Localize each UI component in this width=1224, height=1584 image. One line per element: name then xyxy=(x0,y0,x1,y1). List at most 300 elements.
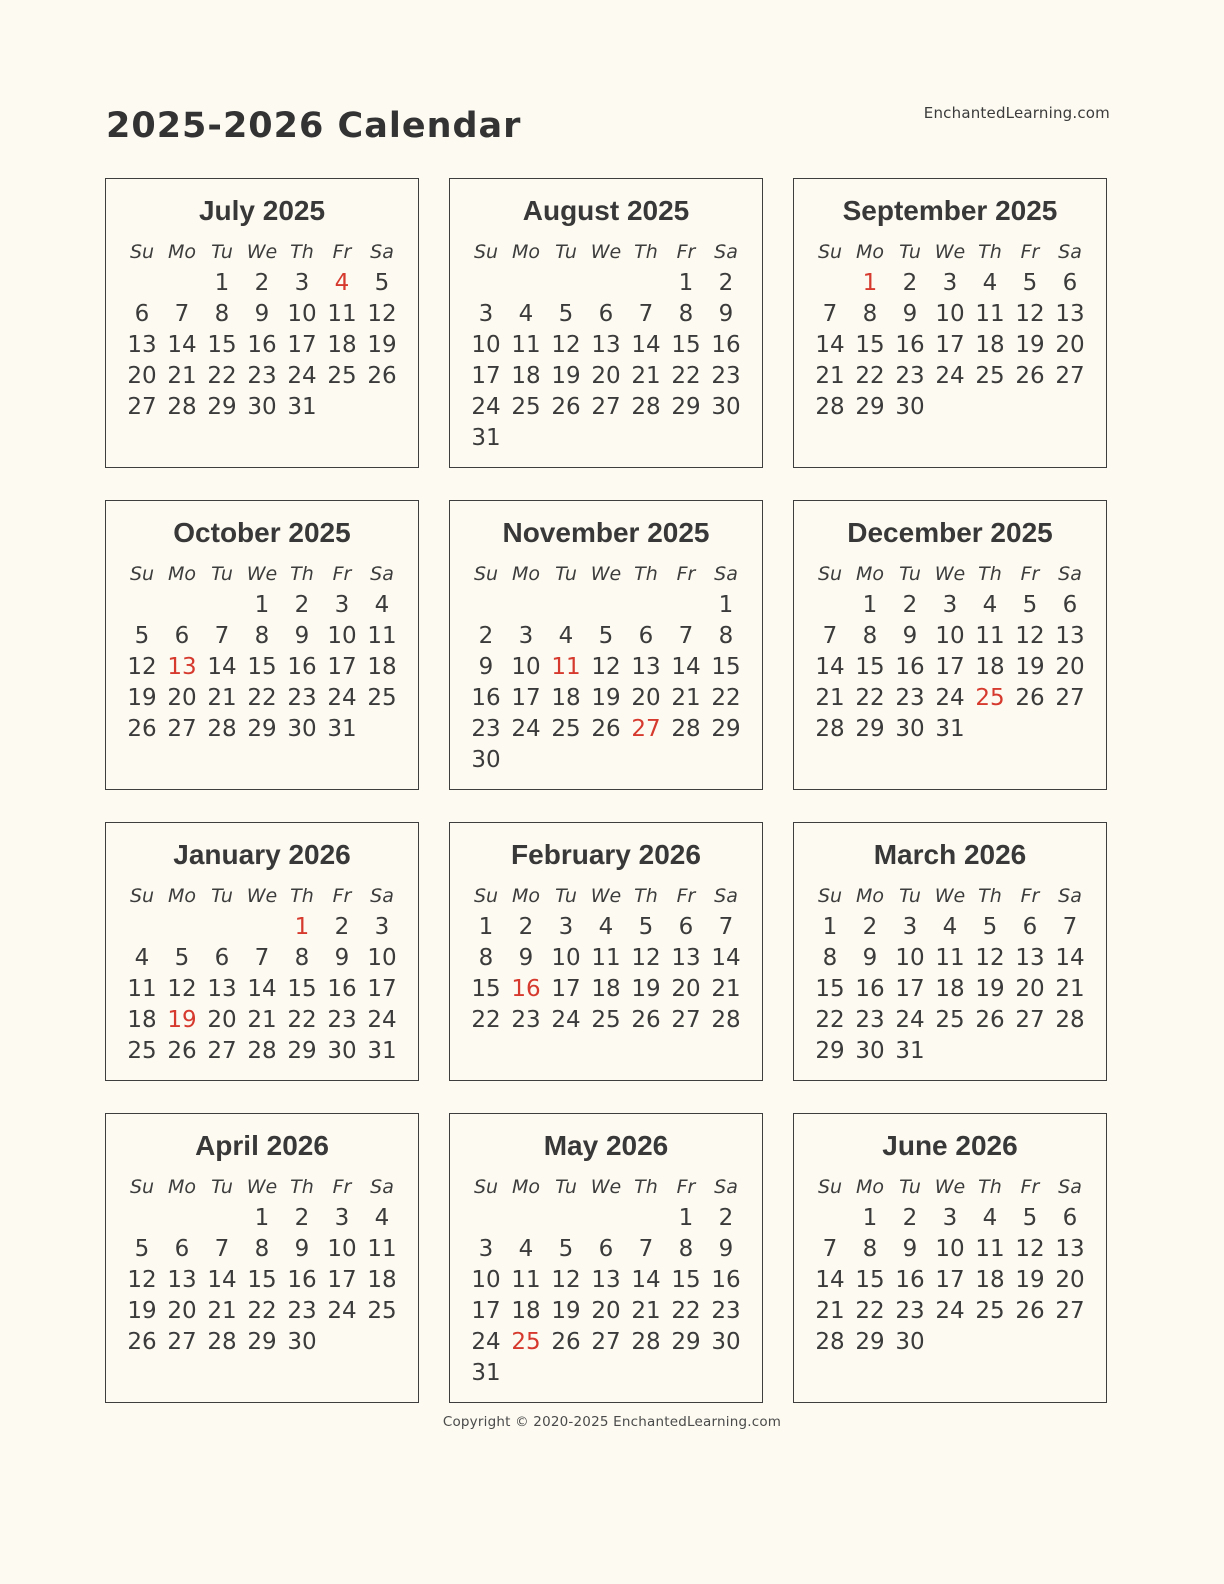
day-cell: 19 xyxy=(367,331,397,358)
month-grid xyxy=(122,1172,402,1357)
week-row xyxy=(122,682,402,713)
day-cell: 31 xyxy=(935,715,965,742)
page-title: 2025-2026 Calendar xyxy=(106,106,522,146)
week-row xyxy=(122,329,402,360)
day-cell: 13 xyxy=(1055,1235,1085,1262)
day-cell: 14 xyxy=(1055,944,1085,971)
month-grid xyxy=(466,559,746,775)
weekday-label: Fr xyxy=(676,563,696,585)
day-cell: 31 xyxy=(895,1037,925,1064)
day-cell: 1 xyxy=(254,591,270,618)
day-cell: 23 xyxy=(471,715,501,742)
month-title: August 2025 xyxy=(522,195,690,226)
weekday-label: Su xyxy=(473,563,499,585)
day-cell: 14 xyxy=(207,1266,237,1293)
empty-cell xyxy=(506,1357,546,1388)
day-cell: 26 xyxy=(975,1006,1005,1033)
day-cell: 19 xyxy=(127,1297,157,1324)
empty-cell xyxy=(122,1202,162,1233)
empty-cell xyxy=(546,589,586,620)
empty-cell xyxy=(586,267,626,298)
day-cell: 20 xyxy=(127,362,157,389)
week-row xyxy=(122,713,402,744)
day-cell: 12 xyxy=(1015,1235,1045,1262)
week-row xyxy=(466,589,746,620)
day-cell: 22 xyxy=(671,362,701,389)
weekday-label: Sa xyxy=(370,563,394,585)
empty-cell xyxy=(810,267,850,298)
weekday-label: Sa xyxy=(1058,885,1082,907)
weekday-label: Th xyxy=(978,563,1002,585)
day-cell: 30 xyxy=(895,393,925,420)
day-cell: 15 xyxy=(855,331,885,358)
day-cell: 31 xyxy=(287,393,317,420)
day-cell: 18 xyxy=(975,653,1005,680)
day-cell: 27 xyxy=(1055,1297,1085,1324)
day-cell: 30 xyxy=(711,393,741,420)
day-cell: 5 xyxy=(558,300,574,327)
empty-cell xyxy=(666,744,706,775)
weekday-label: Mo xyxy=(167,1176,197,1198)
day-cell: 27 xyxy=(671,1006,701,1033)
day-cell: 5 xyxy=(374,269,390,296)
day-cell: 3 xyxy=(478,1235,494,1262)
day-cell: 27 xyxy=(167,715,197,742)
weekday-header-row xyxy=(466,881,746,911)
weekday-label: Fr xyxy=(676,1176,696,1198)
day-cell: 25 xyxy=(975,1297,1005,1324)
week-row xyxy=(466,713,746,744)
day-cell: 11 xyxy=(127,975,157,1002)
day-cell: 17 xyxy=(551,975,581,1002)
day-cell: 29 xyxy=(671,1328,701,1355)
day-cell: 8 xyxy=(478,944,494,971)
day-cell: 10 xyxy=(471,331,501,358)
day-cell: 14 xyxy=(711,944,741,971)
day-cell: 10 xyxy=(471,1266,501,1293)
day-cell: 28 xyxy=(815,1328,845,1355)
day-cell: 12 xyxy=(631,944,661,971)
day-cell: 17 xyxy=(471,362,501,389)
week-row xyxy=(122,620,402,651)
day-cell: 13 xyxy=(591,1266,621,1293)
day-cell: 7 xyxy=(822,1235,838,1262)
month-title: February 2026 xyxy=(511,839,701,870)
day-cell: 23 xyxy=(895,362,925,389)
day-cell: 24 xyxy=(327,684,357,711)
weekday-label: We xyxy=(246,885,278,907)
day-cell: 31 xyxy=(471,1359,501,1386)
weekday-label: Th xyxy=(978,241,1002,263)
day-cell: 2 xyxy=(902,269,918,296)
weekday-label: Sa xyxy=(714,1176,738,1198)
empty-cell xyxy=(706,744,746,775)
weekday-header-row xyxy=(466,237,746,267)
month-calendar xyxy=(449,178,763,468)
weekday-label: Mo xyxy=(167,563,197,585)
weekday-label: Sa xyxy=(1058,241,1082,263)
day-cell: 7 xyxy=(718,913,734,940)
day-cell: 4 xyxy=(518,300,534,327)
day-cell: 16 xyxy=(895,653,925,680)
day-cell: 12 xyxy=(551,331,581,358)
day-cell: 25 xyxy=(975,362,1005,389)
week-row xyxy=(122,651,402,682)
day-cell: 11 xyxy=(327,300,357,327)
day-cell: 15 xyxy=(711,653,741,680)
week-row xyxy=(122,942,402,973)
week-row xyxy=(122,267,402,298)
day-cell: 10 xyxy=(367,944,397,971)
day-cell: 6 xyxy=(214,944,230,971)
week-row xyxy=(810,1202,1090,1233)
week-row xyxy=(810,682,1090,713)
week-row xyxy=(122,391,402,422)
day-cell: 21 xyxy=(631,1297,661,1324)
week-row xyxy=(122,1233,402,1264)
day-cell: 20 xyxy=(1055,331,1085,358)
week-row xyxy=(466,1233,746,1264)
empty-cell xyxy=(706,1357,746,1388)
empty-cell xyxy=(626,1202,666,1233)
month-calendar xyxy=(793,500,1107,790)
day-cell: 23 xyxy=(855,1006,885,1033)
day-cell: 17 xyxy=(327,1266,357,1293)
day-cell: 18 xyxy=(511,362,541,389)
empty-cell xyxy=(466,589,506,620)
day-cell: 23 xyxy=(287,1297,317,1324)
day-cell: 5 xyxy=(638,913,654,940)
day-cell: 15 xyxy=(855,653,885,680)
day-cell: 23 xyxy=(327,1006,357,1033)
day-cell: 12 xyxy=(127,653,157,680)
day-cell: 16 xyxy=(511,975,541,1002)
weekday-label: Su xyxy=(817,1176,843,1198)
day-cell: 21 xyxy=(1055,975,1085,1002)
day-cell: 3 xyxy=(902,913,918,940)
weekday-label: Mo xyxy=(855,1176,885,1198)
week-row xyxy=(810,651,1090,682)
day-cell: 18 xyxy=(975,1266,1005,1293)
day-cell: 20 xyxy=(1015,975,1045,1002)
day-cell: 26 xyxy=(127,715,157,742)
week-row xyxy=(466,682,746,713)
day-cell: 16 xyxy=(895,331,925,358)
weekday-label: We xyxy=(934,563,966,585)
empty-cell xyxy=(546,1357,586,1388)
day-cell: 20 xyxy=(1055,1266,1085,1293)
footer-copyright: Copyright © 2020-2025 EnchantedLearning.com xyxy=(442,1414,782,1430)
empty-cell xyxy=(666,589,706,620)
day-cell: 15 xyxy=(671,331,701,358)
day-cell: 28 xyxy=(631,1328,661,1355)
day-cell: 25 xyxy=(935,1006,965,1033)
weekday-label: Sa xyxy=(714,885,738,907)
day-cell: 22 xyxy=(247,684,277,711)
empty-cell xyxy=(546,744,586,775)
empty-cell xyxy=(626,267,666,298)
day-cell: 24 xyxy=(471,393,501,420)
day-cell: 9 xyxy=(902,300,918,327)
day-cell: 13 xyxy=(1015,944,1045,971)
week-row xyxy=(122,911,402,942)
empty-cell xyxy=(626,589,666,620)
day-cell: 10 xyxy=(327,622,357,649)
day-cell: 16 xyxy=(327,975,357,1002)
day-cell: 1 xyxy=(862,269,878,296)
weekday-label: Su xyxy=(129,563,155,585)
day-cell: 1 xyxy=(478,913,494,940)
month-grid xyxy=(466,237,746,453)
month-calendar xyxy=(105,178,419,468)
day-cell: 2 xyxy=(254,269,270,296)
day-cell: 15 xyxy=(247,1266,277,1293)
day-cell: 28 xyxy=(711,1006,741,1033)
day-cell: 22 xyxy=(815,1006,845,1033)
day-cell: 20 xyxy=(1055,653,1085,680)
weekday-label: Sa xyxy=(370,885,394,907)
day-cell: 2 xyxy=(294,1204,310,1231)
day-cell: 8 xyxy=(862,1235,878,1262)
day-cell: 6 xyxy=(678,913,694,940)
day-cell: 11 xyxy=(975,1235,1005,1262)
day-cell: 9 xyxy=(478,653,494,680)
empty-cell xyxy=(666,1357,706,1388)
day-cell: 28 xyxy=(1055,1006,1085,1033)
day-cell: 24 xyxy=(327,1297,357,1324)
weekday-label: Mo xyxy=(511,241,541,263)
day-cell: 5 xyxy=(1022,1204,1038,1231)
day-cell: 5 xyxy=(598,622,614,649)
day-cell: 8 xyxy=(862,622,878,649)
empty-cell xyxy=(202,589,242,620)
day-cell: 1 xyxy=(678,1204,694,1231)
day-cell: 30 xyxy=(895,1328,925,1355)
day-cell: 6 xyxy=(1022,913,1038,940)
month-title: December 2025 xyxy=(847,517,1053,548)
day-cell: 31 xyxy=(367,1037,397,1064)
day-cell: 17 xyxy=(327,653,357,680)
month-calendar xyxy=(793,1113,1107,1403)
day-cell: 15 xyxy=(247,653,277,680)
day-cell: 30 xyxy=(711,1328,741,1355)
day-cell: 29 xyxy=(855,715,885,742)
empty-cell xyxy=(1050,1326,1090,1357)
day-cell: 23 xyxy=(511,1006,541,1033)
day-cell: 2 xyxy=(718,1204,734,1231)
week-row xyxy=(122,1004,402,1035)
weekday-label: Tu xyxy=(211,241,233,263)
month-calendar xyxy=(449,1113,763,1403)
day-cell: 6 xyxy=(174,622,190,649)
months-grid xyxy=(105,178,1107,1403)
weekday-label: Sa xyxy=(1058,1176,1082,1198)
day-cell: 24 xyxy=(471,1328,501,1355)
day-cell: 17 xyxy=(287,331,317,358)
empty-cell xyxy=(202,1202,242,1233)
empty-cell xyxy=(626,422,666,453)
day-cell: 13 xyxy=(167,653,197,680)
weekday-label: Tu xyxy=(555,1176,577,1198)
weekday-label: Fr xyxy=(332,1176,352,1198)
weekday-header-row xyxy=(466,1172,746,1202)
day-cell: 15 xyxy=(671,1266,701,1293)
empty-cell xyxy=(506,589,546,620)
day-cell: 23 xyxy=(711,1297,741,1324)
day-cell: 14 xyxy=(815,1266,845,1293)
day-cell: 19 xyxy=(975,975,1005,1002)
empty-cell xyxy=(626,1357,666,1388)
day-cell: 21 xyxy=(815,684,845,711)
day-cell: 9 xyxy=(294,622,310,649)
day-cell: 4 xyxy=(134,944,150,971)
day-cell: 11 xyxy=(511,1266,541,1293)
empty-cell xyxy=(1050,1035,1090,1066)
day-cell: 21 xyxy=(815,1297,845,1324)
day-cell: 31 xyxy=(471,424,501,451)
day-cell: 19 xyxy=(127,684,157,711)
weekday-label: Th xyxy=(634,885,658,907)
day-cell: 2 xyxy=(862,913,878,940)
day-cell: 14 xyxy=(671,653,701,680)
weekday-header-row xyxy=(466,559,746,589)
day-cell: 8 xyxy=(678,300,694,327)
day-cell: 30 xyxy=(895,715,925,742)
empty-cell xyxy=(1010,1326,1050,1357)
day-cell: 29 xyxy=(815,1037,845,1064)
day-cell: 9 xyxy=(518,944,534,971)
day-cell: 29 xyxy=(247,1328,277,1355)
empty-cell xyxy=(506,744,546,775)
day-cell: 16 xyxy=(855,975,885,1002)
day-cell: 8 xyxy=(214,300,230,327)
day-cell: 26 xyxy=(631,1006,661,1033)
day-cell: 27 xyxy=(167,1328,197,1355)
day-cell: 4 xyxy=(558,622,574,649)
weekday-label: Su xyxy=(817,885,843,907)
day-cell: 12 xyxy=(551,1266,581,1293)
empty-cell xyxy=(122,589,162,620)
day-cell: 10 xyxy=(935,1235,965,1262)
day-cell: 16 xyxy=(287,1266,317,1293)
day-cell: 20 xyxy=(207,1006,237,1033)
weekday-label: Tu xyxy=(211,1176,233,1198)
day-cell: 7 xyxy=(822,622,838,649)
empty-cell xyxy=(466,1202,506,1233)
weekday-label: Tu xyxy=(899,1176,921,1198)
weekday-label: Mo xyxy=(167,241,197,263)
day-cell: 14 xyxy=(167,331,197,358)
weekday-label: Fr xyxy=(676,885,696,907)
weekday-label: Mo xyxy=(855,563,885,585)
week-row xyxy=(122,1295,402,1326)
day-cell: 20 xyxy=(167,684,197,711)
day-cell: 13 xyxy=(207,975,237,1002)
month-calendar xyxy=(449,500,763,790)
day-cell: 22 xyxy=(287,1006,317,1033)
day-cell: 25 xyxy=(327,362,357,389)
day-cell: 10 xyxy=(511,653,541,680)
day-cell: 10 xyxy=(327,1235,357,1262)
day-cell: 8 xyxy=(294,944,310,971)
week-row xyxy=(466,620,746,651)
weekday-header-row xyxy=(810,881,1090,911)
weekday-label: Fr xyxy=(332,241,352,263)
day-cell: 1 xyxy=(862,591,878,618)
week-row xyxy=(466,1004,746,1035)
day-cell: 23 xyxy=(287,684,317,711)
week-row xyxy=(122,1202,402,1233)
day-cell: 12 xyxy=(167,975,197,1002)
empty-cell xyxy=(970,1035,1010,1066)
day-cell: 19 xyxy=(1015,653,1045,680)
month-title: October 2025 xyxy=(173,517,351,548)
weekday-label: Th xyxy=(290,885,314,907)
empty-cell xyxy=(1050,391,1090,422)
weekday-label: Th xyxy=(290,563,314,585)
day-cell: 13 xyxy=(631,653,661,680)
day-cell: 7 xyxy=(638,300,654,327)
day-cell: 15 xyxy=(855,1266,885,1293)
day-cell: 23 xyxy=(895,684,925,711)
day-cell: 7 xyxy=(638,1235,654,1262)
day-cell: 12 xyxy=(1015,300,1045,327)
day-cell: 9 xyxy=(718,300,734,327)
day-cell: 7 xyxy=(678,622,694,649)
weekday-label: We xyxy=(590,563,622,585)
day-cell: 22 xyxy=(247,1297,277,1324)
day-cell: 3 xyxy=(374,913,390,940)
weekday-label: Tu xyxy=(555,241,577,263)
empty-cell xyxy=(546,267,586,298)
day-cell: 24 xyxy=(935,684,965,711)
day-cell: 5 xyxy=(982,913,998,940)
day-cell: 7 xyxy=(214,1235,230,1262)
week-row xyxy=(466,298,746,329)
week-row xyxy=(122,973,402,1004)
day-cell: 9 xyxy=(718,1235,734,1262)
week-row xyxy=(810,1004,1090,1035)
week-row xyxy=(810,713,1090,744)
month-calendar xyxy=(793,178,1107,468)
day-cell: 21 xyxy=(815,362,845,389)
site-link[interactable]: EnchantedLearning.com xyxy=(923,104,1110,122)
day-cell: 3 xyxy=(942,591,958,618)
empty-cell xyxy=(162,911,202,942)
month-grid xyxy=(810,1172,1090,1357)
day-cell: 11 xyxy=(551,653,581,680)
month-title: June 2026 xyxy=(882,1130,1018,1161)
day-cell: 21 xyxy=(711,975,741,1002)
day-cell: 11 xyxy=(591,944,621,971)
day-cell: 14 xyxy=(207,653,237,680)
day-cell: 5 xyxy=(1022,269,1038,296)
day-cell: 20 xyxy=(671,975,701,1002)
day-cell: 13 xyxy=(671,944,701,971)
day-cell: 1 xyxy=(254,1204,270,1231)
day-cell: 3 xyxy=(334,1204,350,1231)
day-cell: 4 xyxy=(982,269,998,296)
day-cell: 25 xyxy=(975,684,1005,711)
day-cell: 22 xyxy=(671,1297,701,1324)
day-cell: 6 xyxy=(134,300,150,327)
day-cell: 14 xyxy=(815,653,845,680)
month-title: May 2026 xyxy=(543,1130,669,1161)
empty-cell xyxy=(122,267,162,298)
day-cell: 9 xyxy=(294,1235,310,1262)
day-cell: 14 xyxy=(815,331,845,358)
week-row xyxy=(466,267,746,298)
